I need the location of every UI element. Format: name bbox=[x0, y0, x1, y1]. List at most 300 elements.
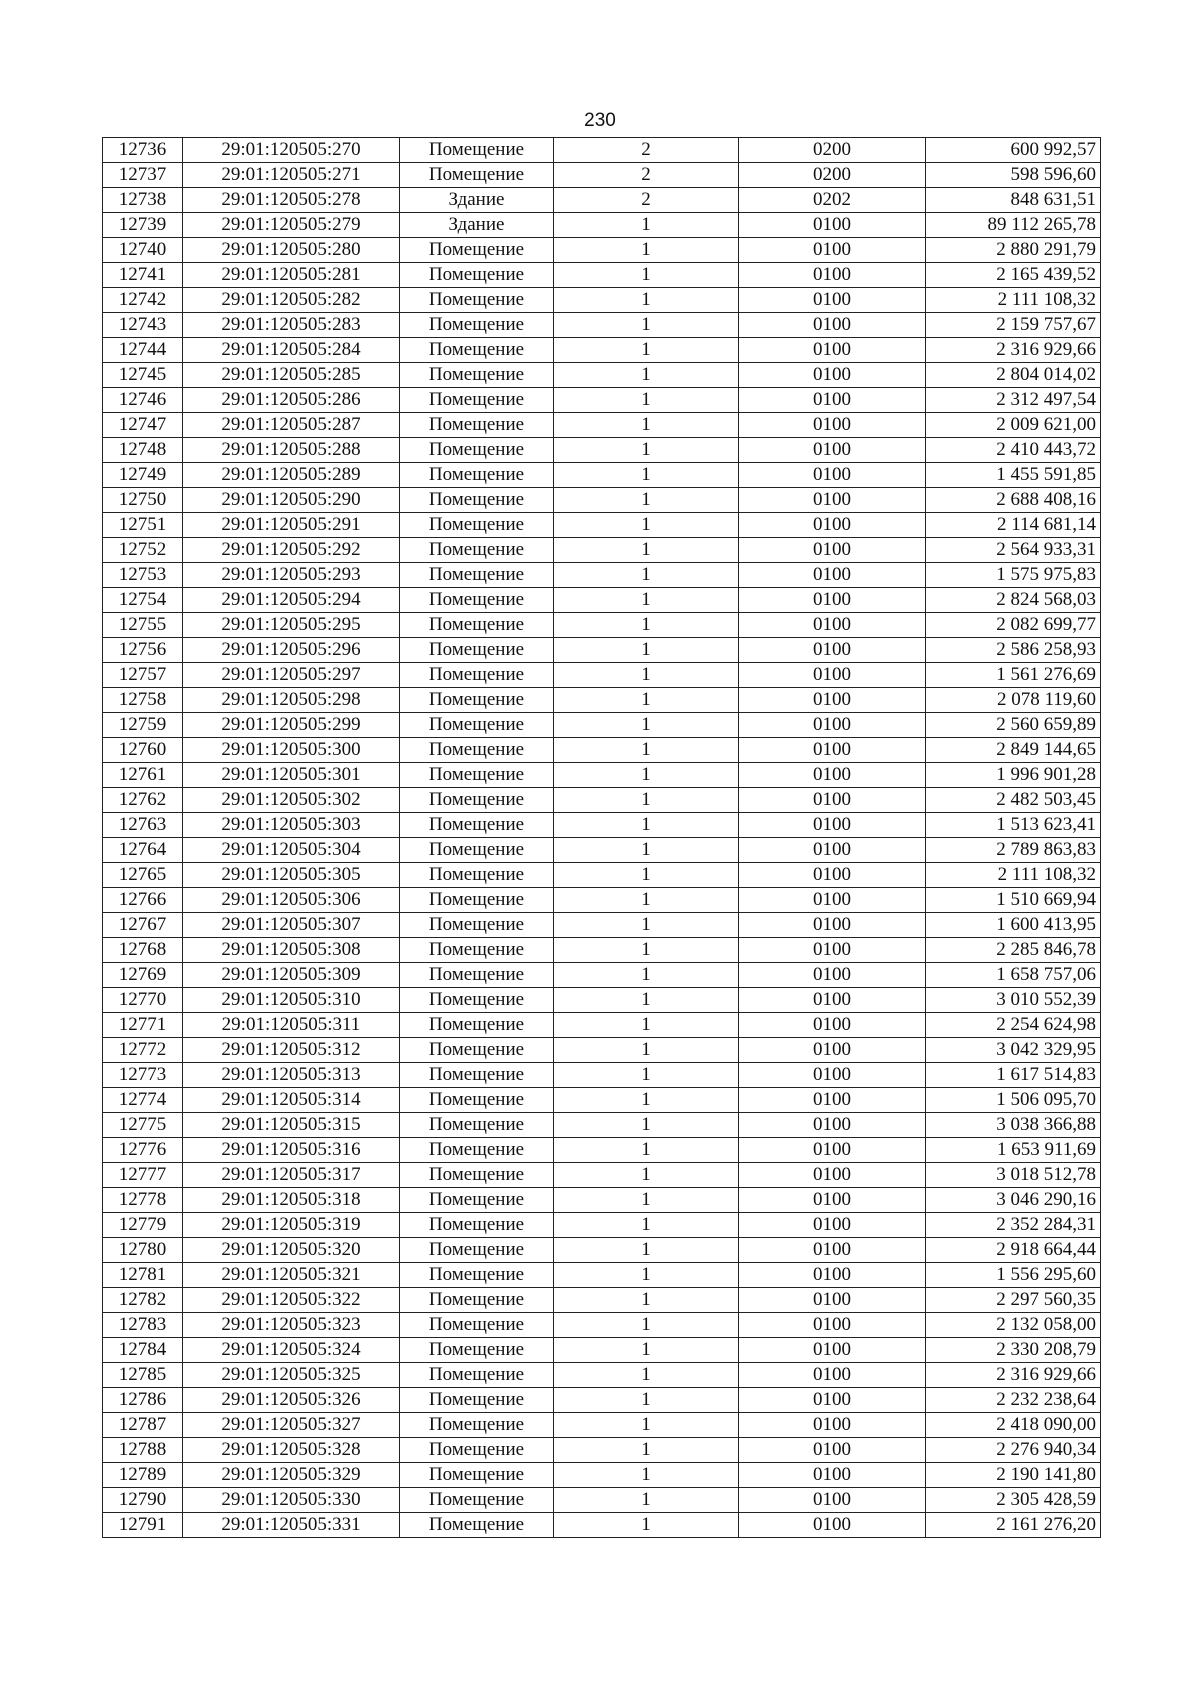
code-cell: 0100 bbox=[739, 1163, 926, 1188]
cadastral-value-cell: 1 653 911,69 bbox=[926, 1138, 1101, 1163]
object-type-cell: Помещение bbox=[400, 988, 554, 1013]
count-cell: 1 bbox=[554, 338, 739, 363]
code-cell: 0100 bbox=[739, 338, 926, 363]
code-cell: 0100 bbox=[739, 1413, 926, 1438]
cadastral-number-cell: 29:01:120505:308 bbox=[183, 938, 400, 963]
cadastral-number-cell: 29:01:120505:289 bbox=[183, 463, 400, 488]
cadastral-value-cell: 1 575 975,83 bbox=[926, 563, 1101, 588]
count-cell: 1 bbox=[554, 488, 739, 513]
table-row bbox=[103, 738, 1101, 763]
row-number-cell: 12752 bbox=[103, 538, 183, 563]
code-cell: 0100 bbox=[739, 263, 926, 288]
row-number-cell: 12755 bbox=[103, 613, 183, 638]
cadastral-number-cell: 29:01:120505:284 bbox=[183, 338, 400, 363]
count-cell: 1 bbox=[554, 1063, 739, 1088]
code-cell: 0100 bbox=[739, 663, 926, 688]
object-type-cell: Помещение bbox=[400, 663, 554, 688]
cadastral-value-cell: 1 556 295,60 bbox=[926, 1263, 1101, 1288]
count-cell: 1 bbox=[554, 463, 739, 488]
object-type-cell: Помещение bbox=[400, 863, 554, 888]
code-cell: 0100 bbox=[739, 1113, 926, 1138]
object-type-cell: Помещение bbox=[400, 1488, 554, 1513]
row-number-cell: 12739 bbox=[103, 213, 183, 238]
table-row bbox=[103, 263, 1101, 288]
cadastral-number-cell: 29:01:120505:317 bbox=[183, 1163, 400, 1188]
object-type-cell: Помещение bbox=[400, 1063, 554, 1088]
count-cell: 1 bbox=[554, 638, 739, 663]
row-number-cell: 12737 bbox=[103, 163, 183, 188]
code-cell: 0100 bbox=[739, 1088, 926, 1113]
count-cell: 1 bbox=[554, 1438, 739, 1463]
count-cell: 1 bbox=[554, 1238, 739, 1263]
cadastral-value-cell: 2 232 238,64 bbox=[926, 1388, 1101, 1413]
code-cell: 0100 bbox=[739, 813, 926, 838]
table-row bbox=[103, 338, 1101, 363]
cadastral-value-cell: 2 849 144,65 bbox=[926, 738, 1101, 763]
row-number-cell: 12766 bbox=[103, 888, 183, 913]
object-type-cell: Помещение bbox=[400, 263, 554, 288]
count-cell: 1 bbox=[554, 738, 739, 763]
table-row bbox=[103, 438, 1101, 463]
cadastral-value-cell: 2 111 108,32 bbox=[926, 863, 1101, 888]
row-number-cell: 12743 bbox=[103, 313, 183, 338]
cadastral-number-cell: 29:01:120505:305 bbox=[183, 863, 400, 888]
cadastral-value-cell: 2 285 846,78 bbox=[926, 938, 1101, 963]
table-row bbox=[103, 188, 1101, 213]
table-row bbox=[103, 613, 1101, 638]
cadastral-number-cell: 29:01:120505:326 bbox=[183, 1388, 400, 1413]
code-cell: 0100 bbox=[739, 738, 926, 763]
count-cell: 1 bbox=[554, 1488, 739, 1513]
row-number-cell: 12782 bbox=[103, 1288, 183, 1313]
cadastral-value-cell: 1 600 413,95 bbox=[926, 913, 1101, 938]
cadastral-number-cell: 29:01:120505:325 bbox=[183, 1363, 400, 1388]
table-row bbox=[103, 1288, 1101, 1313]
table-row bbox=[103, 1113, 1101, 1138]
cadastral-value-cell: 2 330 208,79 bbox=[926, 1338, 1101, 1363]
row-number-cell: 12763 bbox=[103, 813, 183, 838]
table-row bbox=[103, 538, 1101, 563]
table-row bbox=[103, 1238, 1101, 1263]
cadastral-value-cell: 598 596,60 bbox=[926, 163, 1101, 188]
row-number-cell: 12761 bbox=[103, 763, 183, 788]
code-cell: 0100 bbox=[739, 1063, 926, 1088]
row-number-cell: 12775 bbox=[103, 1113, 183, 1138]
object-type-cell: Помещение bbox=[400, 738, 554, 763]
count-cell: 1 bbox=[554, 888, 739, 913]
object-type-cell: Здание bbox=[400, 188, 554, 213]
cadastral-value-cell: 2 824 568,03 bbox=[926, 588, 1101, 613]
cadastral-number-cell: 29:01:120505:329 bbox=[183, 1463, 400, 1488]
object-type-cell: Помещение bbox=[400, 538, 554, 563]
row-number-cell: 12767 bbox=[103, 913, 183, 938]
cadastral-number-cell: 29:01:120505:315 bbox=[183, 1113, 400, 1138]
table-row bbox=[103, 413, 1101, 438]
code-cell: 0100 bbox=[739, 1513, 926, 1538]
count-cell: 1 bbox=[554, 1463, 739, 1488]
cadastral-value-cell: 2 586 258,93 bbox=[926, 638, 1101, 663]
object-type-cell: Помещение bbox=[400, 838, 554, 863]
count-cell: 1 bbox=[554, 988, 739, 1013]
cadastral-number-cell: 29:01:120505:318 bbox=[183, 1188, 400, 1213]
count-cell: 1 bbox=[554, 588, 739, 613]
table-row bbox=[103, 763, 1101, 788]
cadastral-value-cell: 2 132 058,00 bbox=[926, 1313, 1101, 1338]
table-row bbox=[103, 213, 1101, 238]
code-cell: 0100 bbox=[739, 1138, 926, 1163]
count-cell: 1 bbox=[554, 538, 739, 563]
row-number-cell: 12759 bbox=[103, 713, 183, 738]
cadastral-value-cell: 1 658 757,06 bbox=[926, 963, 1101, 988]
cadastral-number-cell: 29:01:120505:286 bbox=[183, 388, 400, 413]
cadastral-number-cell: 29:01:120505:271 bbox=[183, 163, 400, 188]
cadastral-number-cell: 29:01:120505:287 bbox=[183, 413, 400, 438]
table-row bbox=[103, 1513, 1101, 1538]
object-type-cell: Помещение bbox=[400, 1438, 554, 1463]
cadastral-value-cell: 2 688 408,16 bbox=[926, 488, 1101, 513]
row-number-cell: 12760 bbox=[103, 738, 183, 763]
cadastral-value-cell: 2 560 659,89 bbox=[926, 713, 1101, 738]
cadastral-value-cell: 2 312 497,54 bbox=[926, 388, 1101, 413]
code-cell: 0100 bbox=[739, 1263, 926, 1288]
cadastral-value-cell: 2 161 276,20 bbox=[926, 1513, 1101, 1538]
cadastral-number-cell: 29:01:120505:279 bbox=[183, 213, 400, 238]
cadastral-number-cell: 29:01:120505:304 bbox=[183, 838, 400, 863]
count-cell: 1 bbox=[554, 288, 739, 313]
object-type-cell: Помещение bbox=[400, 238, 554, 263]
count-cell: 1 bbox=[554, 938, 739, 963]
cadastral-value-cell: 2 276 940,34 bbox=[926, 1438, 1101, 1463]
row-number-cell: 12776 bbox=[103, 1138, 183, 1163]
table-row bbox=[103, 163, 1101, 188]
table-row bbox=[103, 788, 1101, 813]
cadastral-number-cell: 29:01:120505:291 bbox=[183, 513, 400, 538]
table-row bbox=[103, 1213, 1101, 1238]
code-cell: 0100 bbox=[739, 438, 926, 463]
row-number-cell: 12780 bbox=[103, 1238, 183, 1263]
code-cell: 0100 bbox=[739, 1488, 926, 1513]
table-row bbox=[103, 1363, 1101, 1388]
code-cell: 0100 bbox=[739, 288, 926, 313]
row-number-cell: 12747 bbox=[103, 413, 183, 438]
cadastral-value-cell: 2 804 014,02 bbox=[926, 363, 1101, 388]
code-cell: 0100 bbox=[739, 988, 926, 1013]
row-number-cell: 12790 bbox=[103, 1488, 183, 1513]
count-cell: 1 bbox=[554, 563, 739, 588]
code-cell: 0100 bbox=[739, 488, 926, 513]
object-type-cell: Здание bbox=[400, 213, 554, 238]
row-number-cell: 12787 bbox=[103, 1413, 183, 1438]
object-type-cell: Помещение bbox=[400, 938, 554, 963]
row-number-cell: 12756 bbox=[103, 638, 183, 663]
object-type-cell: Помещение bbox=[400, 1213, 554, 1238]
cadastral-value-cell: 2 918 664,44 bbox=[926, 1238, 1101, 1263]
cadastral-number-cell: 29:01:120505:320 bbox=[183, 1238, 400, 1263]
object-type-cell: Помещение bbox=[400, 413, 554, 438]
code-cell: 0100 bbox=[739, 1438, 926, 1463]
cadastral-value-cell: 2 352 284,31 bbox=[926, 1213, 1101, 1238]
cadastral-number-cell: 29:01:120505:307 bbox=[183, 913, 400, 938]
table-row bbox=[103, 588, 1101, 613]
cadastral-value-cell: 2 297 560,35 bbox=[926, 1288, 1101, 1313]
cadastral-value-cell: 2 305 428,59 bbox=[926, 1488, 1101, 1513]
table-row bbox=[103, 1438, 1101, 1463]
object-type-cell: Помещение bbox=[400, 1463, 554, 1488]
row-number-cell: 12773 bbox=[103, 1063, 183, 1088]
cadastral-number-cell: 29:01:120505:278 bbox=[183, 188, 400, 213]
cadastral-value-cell: 2 111 108,32 bbox=[926, 288, 1101, 313]
object-type-cell: Помещение bbox=[400, 588, 554, 613]
code-cell: 0100 bbox=[739, 1288, 926, 1313]
row-number-cell: 12738 bbox=[103, 188, 183, 213]
cadastral-value-cell: 2 789 863,83 bbox=[926, 838, 1101, 863]
cadastral-number-cell: 29:01:120505:303 bbox=[183, 813, 400, 838]
cadastral-value-cell: 3 038 366,88 bbox=[926, 1113, 1101, 1138]
count-cell: 1 bbox=[554, 388, 739, 413]
cadastral-number-cell: 29:01:120505:270 bbox=[183, 138, 400, 163]
row-number-cell: 12757 bbox=[103, 663, 183, 688]
code-cell: 0100 bbox=[739, 838, 926, 863]
cadastral-value-cell: 2 082 699,77 bbox=[926, 613, 1101, 638]
table-row bbox=[103, 813, 1101, 838]
row-number-cell: 12771 bbox=[103, 1013, 183, 1038]
table-row bbox=[103, 963, 1101, 988]
object-type-cell: Помещение bbox=[400, 1138, 554, 1163]
code-cell: 0100 bbox=[739, 1213, 926, 1238]
table-row bbox=[103, 863, 1101, 888]
code-cell: 0100 bbox=[739, 538, 926, 563]
count-cell: 1 bbox=[554, 1363, 739, 1388]
cadastral-number-cell: 29:01:120505:282 bbox=[183, 288, 400, 313]
cadastral-number-cell: 29:01:120505:298 bbox=[183, 688, 400, 713]
code-cell: 0100 bbox=[739, 363, 926, 388]
row-number-cell: 12781 bbox=[103, 1263, 183, 1288]
row-number-cell: 12742 bbox=[103, 288, 183, 313]
table-row bbox=[103, 1463, 1101, 1488]
cadastral-value-cell: 2 254 624,98 bbox=[926, 1013, 1101, 1038]
row-number-cell: 12754 bbox=[103, 588, 183, 613]
count-cell: 1 bbox=[554, 1388, 739, 1413]
table-row bbox=[103, 713, 1101, 738]
cadastral-number-cell: 29:01:120505:312 bbox=[183, 1038, 400, 1063]
row-number-cell: 12740 bbox=[103, 238, 183, 263]
cadastral-value-cell: 89 112 265,78 bbox=[926, 213, 1101, 238]
object-type-cell: Помещение bbox=[400, 1513, 554, 1538]
cadastral-number-cell: 29:01:120505:314 bbox=[183, 1088, 400, 1113]
object-type-cell: Помещение bbox=[400, 638, 554, 663]
count-cell: 2 bbox=[554, 138, 739, 163]
count-cell: 1 bbox=[554, 313, 739, 338]
cadastral-value-cell: 2 190 141,80 bbox=[926, 1463, 1101, 1488]
cadastral-value-table bbox=[102, 137, 1101, 1538]
row-number-cell: 12769 bbox=[103, 963, 183, 988]
count-cell: 1 bbox=[554, 1088, 739, 1113]
count-cell: 1 bbox=[554, 1288, 739, 1313]
cadastral-number-cell: 29:01:120505:322 bbox=[183, 1288, 400, 1313]
object-type-cell: Помещение bbox=[400, 1013, 554, 1038]
cadastral-value-cell: 2 410 443,72 bbox=[926, 438, 1101, 463]
count-cell: 1 bbox=[554, 263, 739, 288]
cadastral-number-cell: 29:01:120505:296 bbox=[183, 638, 400, 663]
object-type-cell: Помещение bbox=[400, 1338, 554, 1363]
cadastral-number-cell: 29:01:120505:323 bbox=[183, 1313, 400, 1338]
code-cell: 0100 bbox=[739, 688, 926, 713]
cadastral-value-cell: 1 513 623,41 bbox=[926, 813, 1101, 838]
table-row bbox=[103, 688, 1101, 713]
cadastral-number-cell: 29:01:120505:300 bbox=[183, 738, 400, 763]
row-number-cell: 12788 bbox=[103, 1438, 183, 1463]
count-cell: 1 bbox=[554, 1013, 739, 1038]
code-cell: 0100 bbox=[739, 913, 926, 938]
count-cell: 1 bbox=[554, 438, 739, 463]
code-cell: 0100 bbox=[739, 313, 926, 338]
cadastral-number-cell: 29:01:120505:295 bbox=[183, 613, 400, 638]
cadastral-number-cell: 29:01:120505:288 bbox=[183, 438, 400, 463]
code-cell: 0100 bbox=[739, 788, 926, 813]
code-cell: 0100 bbox=[739, 213, 926, 238]
count-cell: 1 bbox=[554, 1513, 739, 1538]
table-row bbox=[103, 238, 1101, 263]
row-number-cell: 12750 bbox=[103, 488, 183, 513]
row-number-cell: 12791 bbox=[103, 1513, 183, 1538]
code-cell: 0100 bbox=[739, 888, 926, 913]
cadastral-number-cell: 29:01:120505:310 bbox=[183, 988, 400, 1013]
count-cell: 1 bbox=[554, 238, 739, 263]
code-cell: 0100 bbox=[739, 238, 926, 263]
code-cell: 0100 bbox=[739, 588, 926, 613]
cadastral-number-cell: 29:01:120505:331 bbox=[183, 1513, 400, 1538]
cadastral-number-cell: 29:01:120505:321 bbox=[183, 1263, 400, 1288]
object-type-cell: Помещение bbox=[400, 1188, 554, 1213]
cadastral-number-cell: 29:01:120505:293 bbox=[183, 563, 400, 588]
row-number-cell: 12765 bbox=[103, 863, 183, 888]
code-cell: 0100 bbox=[739, 1338, 926, 1363]
row-number-cell: 12783 bbox=[103, 1313, 183, 1338]
cadastral-value-cell: 2 316 929,66 bbox=[926, 1363, 1101, 1388]
count-cell: 1 bbox=[554, 963, 739, 988]
table-row bbox=[103, 463, 1101, 488]
cadastral-value-cell: 2 564 933,31 bbox=[926, 538, 1101, 563]
code-cell: 0100 bbox=[739, 1038, 926, 1063]
count-cell: 1 bbox=[554, 838, 739, 863]
object-type-cell: Помещение bbox=[400, 438, 554, 463]
row-number-cell: 12786 bbox=[103, 1388, 183, 1413]
table-row bbox=[103, 1063, 1101, 1088]
cadastral-number-cell: 29:01:120505:306 bbox=[183, 888, 400, 913]
cadastral-value-cell: 2 482 503,45 bbox=[926, 788, 1101, 813]
cadastral-value-cell: 1 455 591,85 bbox=[926, 463, 1101, 488]
row-number-cell: 12762 bbox=[103, 788, 183, 813]
code-cell: 0100 bbox=[739, 1463, 926, 1488]
count-cell: 1 bbox=[554, 1038, 739, 1063]
table-row bbox=[103, 488, 1101, 513]
row-number-cell: 12746 bbox=[103, 388, 183, 413]
table-row bbox=[103, 838, 1101, 863]
table-row bbox=[103, 1088, 1101, 1113]
table-row bbox=[103, 1163, 1101, 1188]
page-number: 230 bbox=[584, 110, 616, 131]
object-type-cell: Помещение bbox=[400, 338, 554, 363]
object-type-cell: Помещение bbox=[400, 1088, 554, 1113]
row-number-cell: 12744 bbox=[103, 338, 183, 363]
cadastral-value-cell: 3 010 552,39 bbox=[926, 988, 1101, 1013]
count-cell: 1 bbox=[554, 613, 739, 638]
cadastral-number-cell: 29:01:120505:294 bbox=[183, 588, 400, 613]
table-row bbox=[103, 1488, 1101, 1513]
code-cell: 0100 bbox=[739, 763, 926, 788]
object-type-cell: Помещение bbox=[400, 488, 554, 513]
table-row bbox=[103, 1388, 1101, 1413]
row-number-cell: 12751 bbox=[103, 513, 183, 538]
object-type-cell: Помещение bbox=[400, 813, 554, 838]
cadastral-number-cell: 29:01:120505:313 bbox=[183, 1063, 400, 1088]
count-cell: 1 bbox=[554, 863, 739, 888]
row-number-cell: 12778 bbox=[103, 1188, 183, 1213]
object-type-cell: Помещение bbox=[400, 1313, 554, 1338]
code-cell: 0100 bbox=[739, 638, 926, 663]
table-row bbox=[103, 288, 1101, 313]
row-number-cell: 12779 bbox=[103, 1213, 183, 1238]
cadastral-number-cell: 29:01:120505:327 bbox=[183, 1413, 400, 1438]
code-cell: 0100 bbox=[739, 938, 926, 963]
cadastral-number-cell: 29:01:120505:319 bbox=[183, 1213, 400, 1238]
cadastral-number-cell: 29:01:120505:302 bbox=[183, 788, 400, 813]
table-row bbox=[103, 313, 1101, 338]
table-row bbox=[103, 1038, 1101, 1063]
object-type-cell: Помещение bbox=[400, 388, 554, 413]
table-row bbox=[103, 1263, 1101, 1288]
cadastral-number-cell: 29:01:120505:301 bbox=[183, 763, 400, 788]
table-row bbox=[103, 1138, 1101, 1163]
code-cell: 0100 bbox=[739, 513, 926, 538]
object-type-cell: Помещение bbox=[400, 763, 554, 788]
table-row bbox=[103, 1013, 1101, 1038]
code-cell: 0100 bbox=[739, 413, 926, 438]
row-number-cell: 12764 bbox=[103, 838, 183, 863]
object-type-cell: Помещение bbox=[400, 1288, 554, 1313]
cadastral-value-cell: 2 159 757,67 bbox=[926, 313, 1101, 338]
object-type-cell: Помещение bbox=[400, 363, 554, 388]
count-cell: 1 bbox=[554, 813, 739, 838]
row-number-cell: 12748 bbox=[103, 438, 183, 463]
table-row bbox=[103, 563, 1101, 588]
object-type-cell: Помещение bbox=[400, 1163, 554, 1188]
cadastral-value-cell: 848 631,51 bbox=[926, 188, 1101, 213]
count-cell: 1 bbox=[554, 213, 739, 238]
row-number-cell: 12758 bbox=[103, 688, 183, 713]
cadastral-value-cell: 3 042 329,95 bbox=[926, 1038, 1101, 1063]
row-number-cell: 12789 bbox=[103, 1463, 183, 1488]
cadastral-value-cell: 1 510 669,94 bbox=[926, 888, 1101, 913]
row-number-cell: 12774 bbox=[103, 1088, 183, 1113]
object-type-cell: Помещение bbox=[400, 1263, 554, 1288]
object-type-cell: Помещение bbox=[400, 1038, 554, 1063]
cadastral-value-cell: 3 018 512,78 bbox=[926, 1163, 1101, 1188]
object-type-cell: Помещение bbox=[400, 163, 554, 188]
cadastral-value-cell: 600 992,57 bbox=[926, 138, 1101, 163]
table-row bbox=[103, 513, 1101, 538]
table-row bbox=[103, 638, 1101, 663]
count-cell: 1 bbox=[554, 1413, 739, 1438]
row-number-cell: 12749 bbox=[103, 463, 183, 488]
object-type-cell: Помещение bbox=[400, 788, 554, 813]
cadastral-value-cell: 1 996 901,28 bbox=[926, 763, 1101, 788]
count-cell: 1 bbox=[554, 1113, 739, 1138]
object-type-cell: Помещение bbox=[400, 288, 554, 313]
cadastral-number-cell: 29:01:120505:280 bbox=[183, 238, 400, 263]
count-cell: 2 bbox=[554, 188, 739, 213]
cadastral-number-cell: 29:01:120505:299 bbox=[183, 713, 400, 738]
